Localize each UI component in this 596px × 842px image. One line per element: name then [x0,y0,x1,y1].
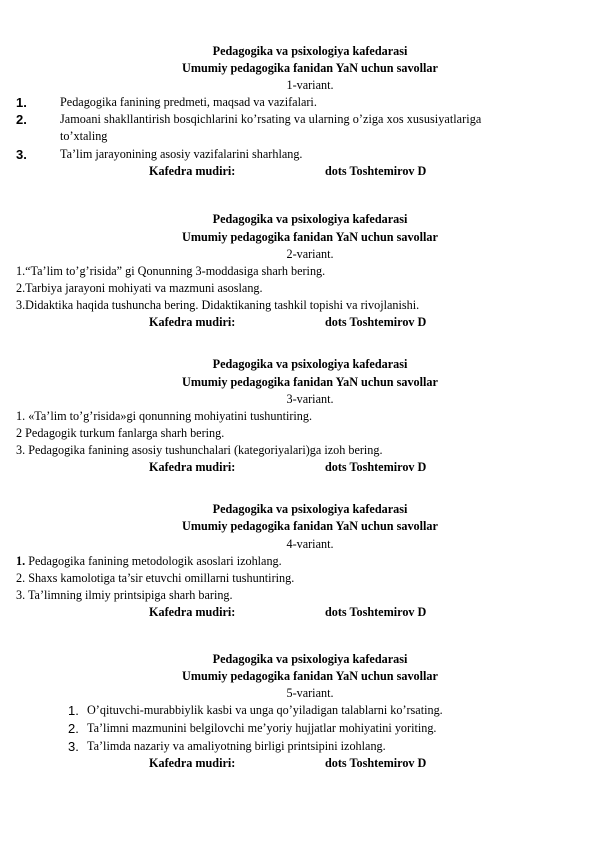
question-2-continuation: to’xtaling [60,129,108,143]
head-label: Kafedra mudiri: [149,756,236,770]
head-label: Kafedra mudiri: [149,315,236,329]
head-name: dots Toshtemirov D [325,605,427,619]
signature-line [149,460,427,475]
variant-number: 2-variant. [286,247,334,261]
signature-line [149,756,427,771]
question-text: Ta’lim jarayonining asosiy vazifalarini sharhlang. [60,147,303,161]
head-name: dots Toshtemirov D [325,460,427,474]
question-1: 1.“Ta’lim to’g’risida” gi Qonunning 3-moddasiga sharh bering. [16,264,326,278]
question-2 [68,721,437,737]
question-3: 3. Pedagogika fanining asosiy tushunchalari (kategoriyalari)ga izoh bering. [16,443,383,457]
head-name: dots Toshtemirov D [325,164,427,178]
head-label: Kafedra mudiri: [149,164,236,178]
department-title: Pedagogika va psixologiya kafedarasi [212,502,408,516]
question-3 [16,147,303,163]
question-number: 1. [68,703,79,718]
signature-line [149,315,427,330]
question-1 [16,95,317,111]
question-text: Ta’limni mazmunini belgilovchi me’yoriy hujjatlar mohiyatini yoriting. [87,721,437,735]
question-number: 1. [16,554,26,568]
head-label: Kafedra mudiri: [149,460,236,474]
department-title: Pedagogika va psixologiya kafedarasi [212,44,408,58]
variant-number: 3-variant. [286,392,334,406]
question-3: 3. Ta’limning ilmiy printsipiga sharh baring. [16,588,233,602]
question-3 [68,739,386,755]
question-1 [16,554,282,569]
head-name: dots Toshtemirov D [325,315,427,329]
subject-title: Umumiy pedagogika fanidan YaN uchun savollar [182,230,438,244]
question-1: 1. «Ta’lim to’g’risida»gi qonunning mohiyatini tushuntiring. [16,409,313,423]
question-3: 3.Didaktika haqida tushuncha bering. Didaktikaning tashkil topishi va rivojlanishi. [16,298,420,312]
subject-title: Umumiy pedagogika fanidan YaN uchun savollar [182,519,438,533]
question-text: Ta’limda nazariy va amaliyotning birligi printsipini izohlang. [87,739,386,753]
department-title: Pedagogika va psixologiya kafedarasi [212,212,408,226]
question-text: Pedagogika fanining metodologik asoslari izohlang. [25,554,282,568]
question-2: 2 Pedagogik turkum fanlarga sharh bering. [16,426,225,440]
head-label: Kafedra mudiri: [149,605,236,619]
question-2 [16,112,482,128]
subject-title: Umumiy pedagogika fanidan YaN uchun savollar [182,61,438,75]
head-name: dots Toshtemirov D [325,756,427,770]
signature-line [149,164,427,179]
question-number: 2. [16,112,27,127]
question-text: Jamoani shakllantirish bosqichlarini ko’rsating va ularning o’ziga xos xususiyatlariga [60,112,482,126]
question-text: Pedagogika fanining predmeti, maqsad va vazifalari. [60,95,317,109]
department-title: Pedagogika va psixologiya kafedarasi [212,357,408,371]
subject-title: Umumiy pedagogika fanidan YaN uchun savollar [182,375,438,389]
subject-title: Umumiy pedagogika fanidan YaN uchun savollar [182,669,438,683]
question-text: O’qituvchi-murabbiylik kasbi va unga qo’yiladigan talablarni ko’rsating. [87,703,443,717]
department-title: Pedagogika va psixologiya kafedarasi [212,652,408,666]
question-2: 2. Shaxs kamolotiga ta’sir etuvchi omillarni tushuntiring. [16,571,295,585]
question-number: 3. [68,739,79,754]
question-number: 2. [68,721,79,736]
variant-number: 5-variant. [286,686,334,700]
question-1 [68,703,443,719]
variant-number: 4-variant. [286,537,334,551]
question-number: 1. [16,95,27,110]
question-number: 3. [16,147,27,162]
question-2: 2.Tarbiya jarayoni mohiyati va mazmuni asoslang. [16,281,263,295]
signature-line [149,605,427,620]
variant-number: 1-variant. [286,78,334,92]
